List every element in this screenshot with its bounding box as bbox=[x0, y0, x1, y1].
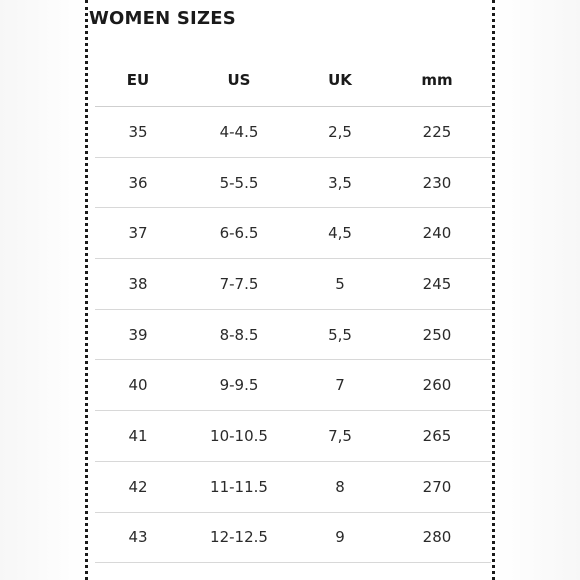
table-header-row bbox=[95, 54, 491, 107]
cell-eu: 43 bbox=[128, 528, 148, 547]
cell-eu: 40 bbox=[128, 376, 148, 395]
cell-mm: 250 bbox=[422, 325, 452, 344]
cell-uk: 9 bbox=[335, 528, 345, 547]
cell-us: 5-5.5 bbox=[219, 173, 259, 192]
cell-mm: 245 bbox=[422, 274, 452, 293]
dotted-border-left bbox=[85, 0, 88, 580]
cell-uk: 5 bbox=[335, 274, 345, 293]
column-header-mm: mm bbox=[421, 71, 453, 89]
size-table bbox=[95, 54, 491, 563]
page-title: WOMEN SIZES bbox=[89, 8, 236, 29]
column-header-us: US bbox=[227, 71, 251, 89]
table-row bbox=[95, 310, 491, 361]
cell-uk: 7 bbox=[335, 376, 345, 395]
cell-uk: 3,5 bbox=[328, 173, 352, 192]
table-row bbox=[95, 107, 491, 158]
table-row bbox=[95, 360, 491, 411]
cell-us: 11-11.5 bbox=[210, 477, 268, 496]
column-header-uk: UK bbox=[328, 71, 352, 89]
dotted-border-right bbox=[492, 0, 495, 580]
cell-us: 4-4.5 bbox=[219, 122, 259, 141]
cell-mm: 265 bbox=[422, 426, 452, 445]
table-row bbox=[95, 411, 491, 462]
cell-eu: 38 bbox=[128, 274, 148, 293]
cell-uk: 8 bbox=[335, 477, 345, 496]
cell-uk: 2,5 bbox=[328, 122, 352, 141]
table-row bbox=[95, 462, 491, 513]
cell-uk: 5,5 bbox=[328, 325, 352, 344]
cell-eu: 35 bbox=[128, 122, 148, 141]
cell-us: 6-6.5 bbox=[219, 224, 259, 243]
cell-eu: 39 bbox=[128, 325, 148, 344]
cell-eu: 37 bbox=[128, 224, 148, 243]
cell-mm: 230 bbox=[422, 173, 452, 192]
cell-mm: 270 bbox=[422, 477, 452, 496]
cell-mm: 280 bbox=[422, 528, 452, 547]
cell-uk: 7,5 bbox=[328, 426, 352, 445]
table-row bbox=[95, 513, 491, 564]
cell-us: 9-9.5 bbox=[219, 376, 259, 395]
cell-us: 12-12.5 bbox=[210, 528, 268, 547]
cell-mm: 240 bbox=[422, 224, 452, 243]
cell-mm: 225 bbox=[422, 122, 452, 141]
cell-eu: 42 bbox=[128, 477, 148, 496]
column-header-eu: EU bbox=[126, 71, 150, 89]
cell-eu: 41 bbox=[128, 426, 148, 445]
cell-us: 10-10.5 bbox=[210, 426, 268, 445]
cell-us: 8-8.5 bbox=[219, 325, 259, 344]
cell-mm: 260 bbox=[422, 376, 452, 395]
cell-uk: 4,5 bbox=[328, 224, 352, 243]
left-margin bbox=[0, 0, 86, 580]
table-row bbox=[95, 208, 491, 259]
right-margin bbox=[495, 0, 580, 580]
table-row bbox=[95, 158, 491, 209]
cell-eu: 36 bbox=[128, 173, 148, 192]
cell-us: 7-7.5 bbox=[219, 274, 259, 293]
table-row bbox=[95, 259, 491, 310]
